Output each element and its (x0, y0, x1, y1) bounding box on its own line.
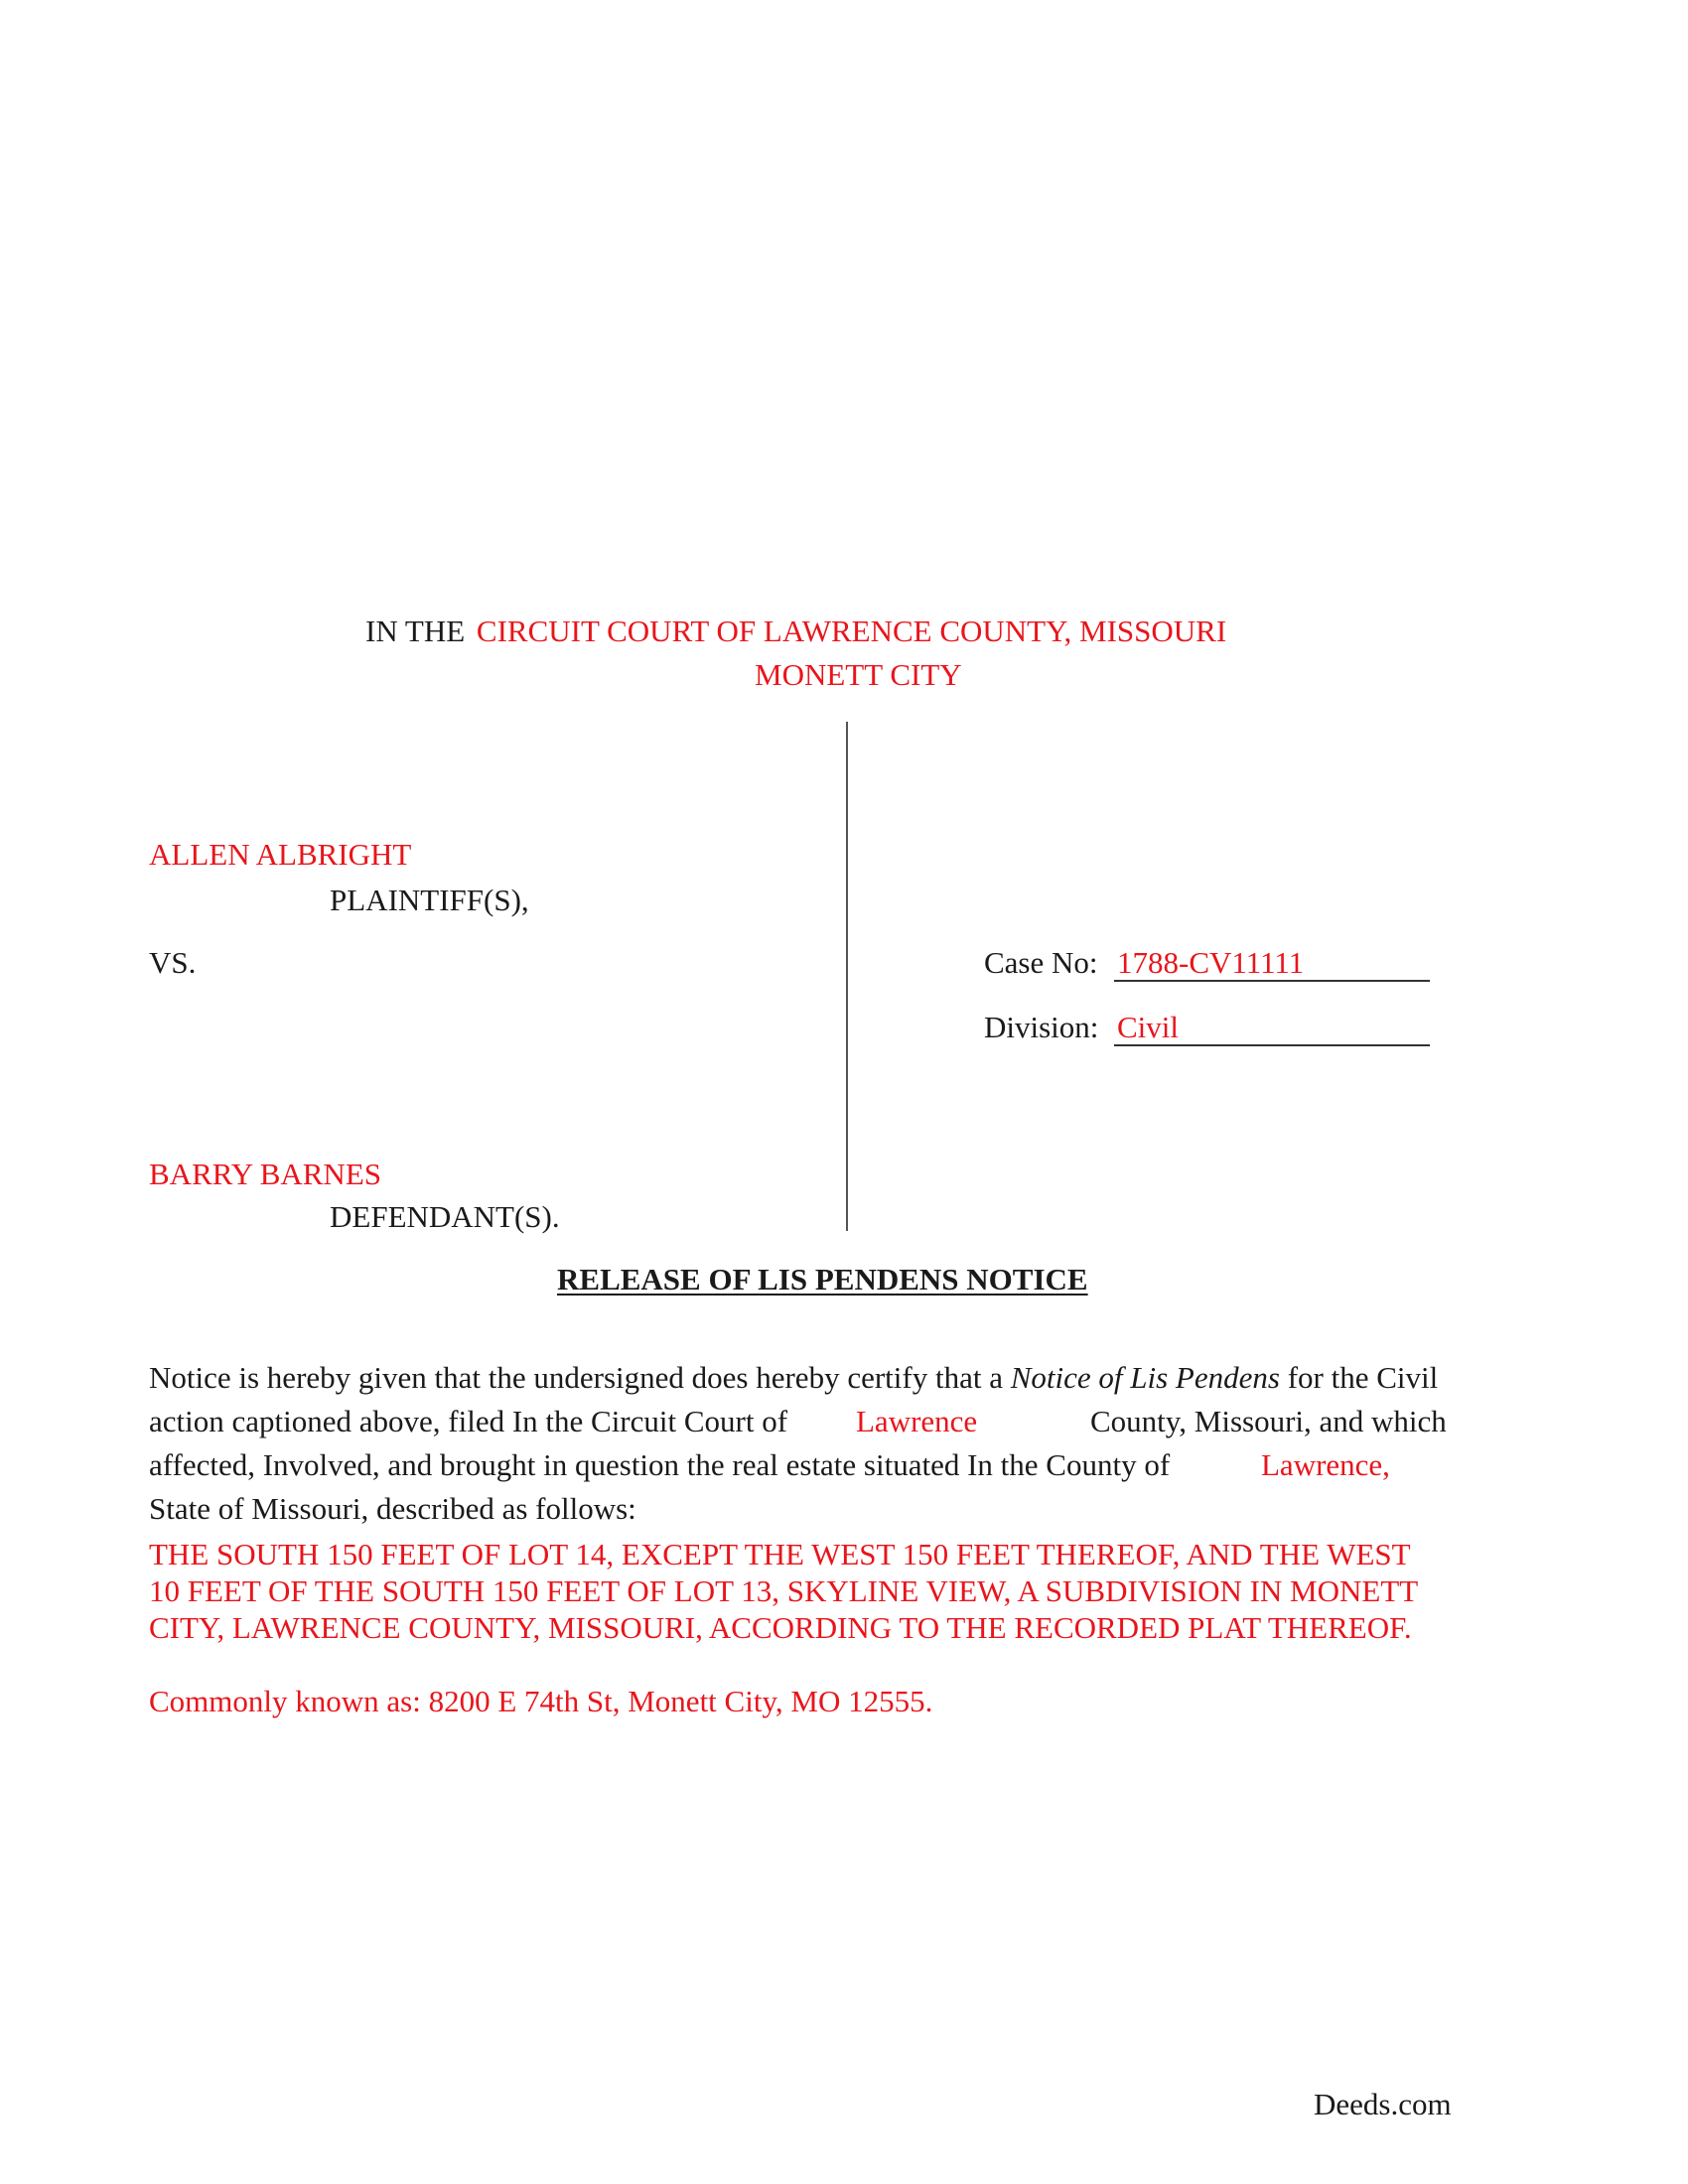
court-header-prefix: IN THE (365, 614, 466, 648)
body-line-1-end: for the Civil (1287, 1360, 1439, 1395)
body-line-2-end: County, Missouri, and which (1090, 1404, 1447, 1438)
case-no-value: 1788-CV11111 (1117, 945, 1305, 980)
body-line-2-start: action captioned above, filed In the Circuit Court of (149, 1404, 788, 1438)
body-line-3: affected, Involved, and brought in question the real estate situated In the County of (149, 1447, 1171, 1482)
commonly-known-as: Commonly known as: 8200 E 74th St, Monett City, MO 12555. (149, 1684, 933, 1718)
notice-of-lis-pendens: Notice of Lis Pendens (1010, 1360, 1280, 1395)
property-county: Lawrence, (1261, 1447, 1390, 1482)
body-line-2 (149, 1402, 787, 1441)
legal-description-line-2: 10 FEET OF THE SOUTH 150 FEET OF LOT 13, SKYLINE VIEW, A SUBDIVISION IN MONETT (149, 1573, 1419, 1608)
division-label: Division: (984, 1010, 1099, 1044)
body-line-1-start: Notice is hereby given that the undersigned does hereby certify that a (149, 1360, 1003, 1395)
legal-description-line-3: CITY, LAWRENCE COUNTY, MISSOURI, ACCORDING TO THE RECORDED PLAT THEREOF. (149, 1610, 1412, 1645)
court-name: CIRCUIT COURT OF LAWRENCE COUNTY, MISSOURI (476, 614, 1227, 648)
case-no-underline (1114, 980, 1430, 982)
legal-description-line-1: THE SOUTH 150 FEET OF LOT 14, EXCEPT THE WEST 150 FEET THEREOF, AND THE WEST (149, 1537, 1411, 1571)
defendant-name: BARRY BARNES (149, 1157, 381, 1191)
document-title: RELEASE OF LIS PENDENS NOTICE (557, 1262, 1088, 1297)
body-line-1 (149, 1358, 1438, 1398)
filing-county: Lawrence (856, 1404, 978, 1438)
court-city: MONETT CITY (755, 657, 962, 692)
division-value: Civil (1117, 1010, 1180, 1044)
plaintiff-label: PLAINTIFF(S), (330, 883, 529, 917)
plaintiff-name: ALLEN ALBRIGHT (149, 837, 412, 872)
caption-divider (846, 722, 848, 1231)
body-line-4: State of Missouri, described as follows: (149, 1491, 636, 1526)
court-header-line (365, 612, 1226, 651)
case-no-label: Case No: (984, 945, 1098, 980)
versus-label: VS. (149, 945, 197, 980)
division-underline (1114, 1044, 1430, 1046)
footer-brand: Deeds.com (1314, 2087, 1452, 2121)
defendant-label: DEFENDANT(S). (330, 1199, 560, 1234)
